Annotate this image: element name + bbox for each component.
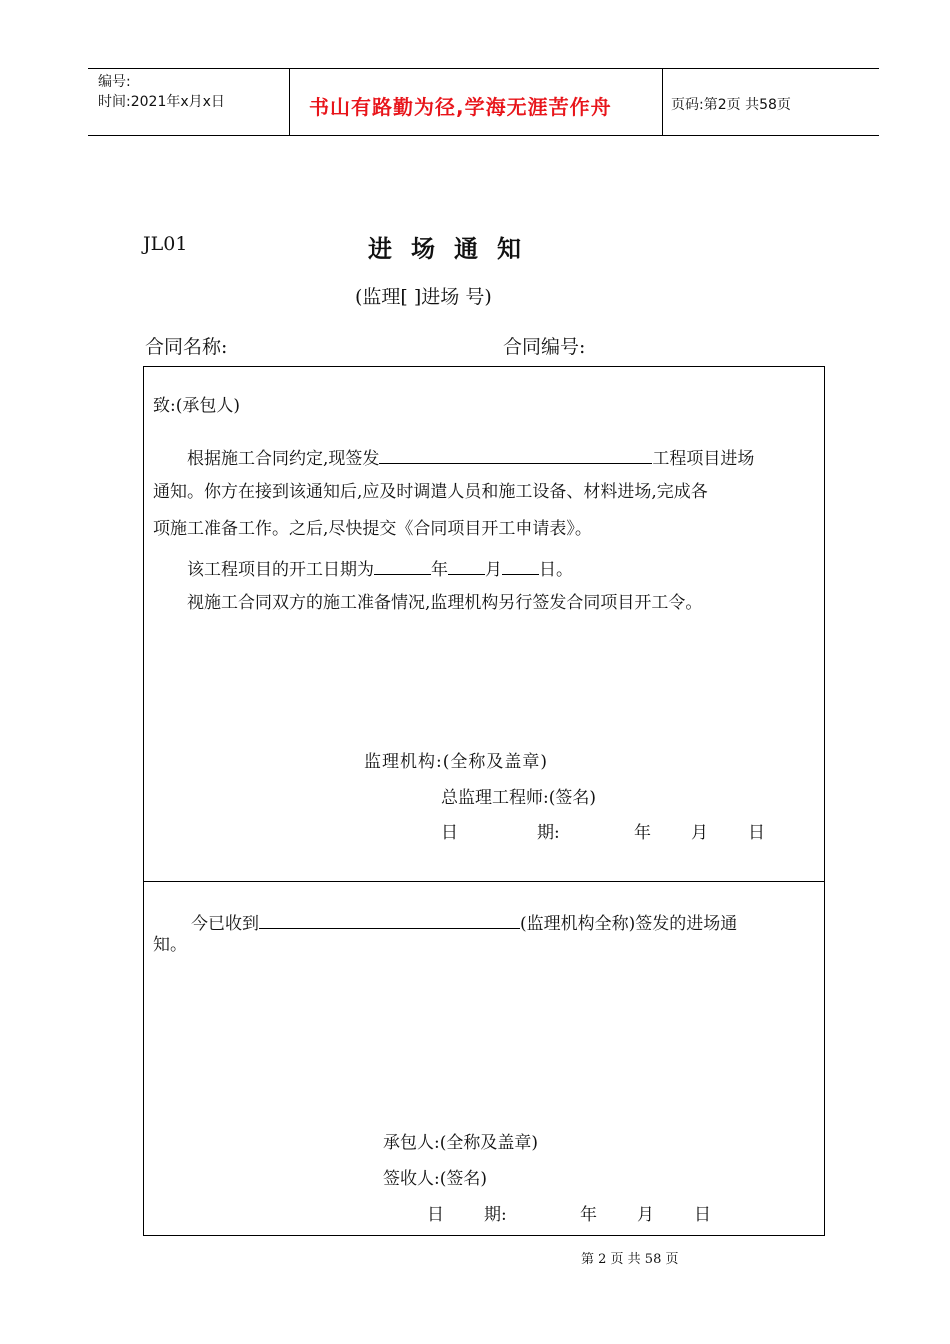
- document-subtitle: (监理[ ]进场 号): [355, 286, 492, 308]
- receipt-start: 今已收到: [191, 914, 259, 934]
- para1-start: 根据施工合同约定,现签发: [187, 449, 380, 469]
- page-title: 进场通知: [368, 234, 540, 263]
- header-divider-right: [662, 68, 663, 136]
- notice-date-month: 月: [691, 823, 708, 843]
- start-date-line: [187, 558, 573, 579]
- para1-end: 工程项目进场: [652, 449, 755, 469]
- chief-engineer-label: 总监理工程师:(签名): [441, 788, 596, 808]
- header-divider-left: [289, 68, 290, 136]
- notice-date-year: 年: [634, 823, 651, 843]
- date-prefix: 该工程项目的开工日期为: [187, 560, 374, 580]
- notice-paragraph-1-line-3: 项施工准备工作。之后,尽快提交《合同项目开工申请表》。: [153, 519, 592, 539]
- year-label: 年: [431, 560, 448, 580]
- header-bottom-rule: [88, 135, 879, 136]
- page-info: 页码:第2页 共58页: [671, 97, 791, 113]
- notice-paragraph-1-line-1: [187, 447, 754, 468]
- year-blank: [374, 558, 431, 575]
- notice-paragraph-1-line-2: 通知。你方在接到该通知后,应及时调遣人员和施工设备、材料进场,完成各: [153, 482, 708, 502]
- receipt-line-1: [191, 912, 737, 933]
- notice-paragraph-3: 视施工合同双方的施工准备情况,监理机构另行签发合同项目开工令。: [187, 593, 703, 613]
- notice-date-day-char: 日: [441, 823, 458, 843]
- receipt-date-month: 月: [637, 1205, 654, 1225]
- day-blank: [502, 558, 539, 575]
- notice-date-label: 期:: [537, 823, 560, 843]
- project-name-blank: [379, 447, 652, 464]
- month-blank: [448, 558, 485, 575]
- receipt-line-2: 知。: [153, 935, 187, 955]
- contractor-label: 承包人:(全称及盖章): [383, 1133, 538, 1153]
- contract-number-label: 合同编号:: [503, 336, 586, 358]
- day-label: 日。: [539, 560, 573, 580]
- form-code: JL01: [143, 233, 188, 255]
- recipient-line: 致:(承包人): [153, 396, 240, 416]
- motto-text: 书山有路勤为径,学海无涯苦作舟: [309, 95, 612, 119]
- receipt-date-day-char: 日: [427, 1205, 444, 1225]
- page-footer: 第 2 页 共 58 页: [581, 1252, 679, 1267]
- signer-label: 签收人:(签名): [383, 1169, 487, 1189]
- supervision-org-label: 监理机构:(全称及盖章): [364, 752, 548, 772]
- header-top-rule: [88, 68, 879, 69]
- contract-name-label: 合同名称:: [145, 336, 228, 358]
- receipt-date-day: 日: [694, 1205, 711, 1225]
- time-label: 时间:2021年x月x日: [98, 94, 225, 110]
- number-label: 编号:: [98, 74, 131, 90]
- receipt-end: (监理机构全称)签发的进场通: [520, 914, 738, 934]
- receipt-date-year: 年: [580, 1205, 597, 1225]
- month-label: 月: [485, 560, 502, 580]
- receipt-date-label: 期:: [484, 1205, 507, 1225]
- supervision-org-blank: [259, 912, 520, 929]
- notice-date-day: 日: [748, 823, 765, 843]
